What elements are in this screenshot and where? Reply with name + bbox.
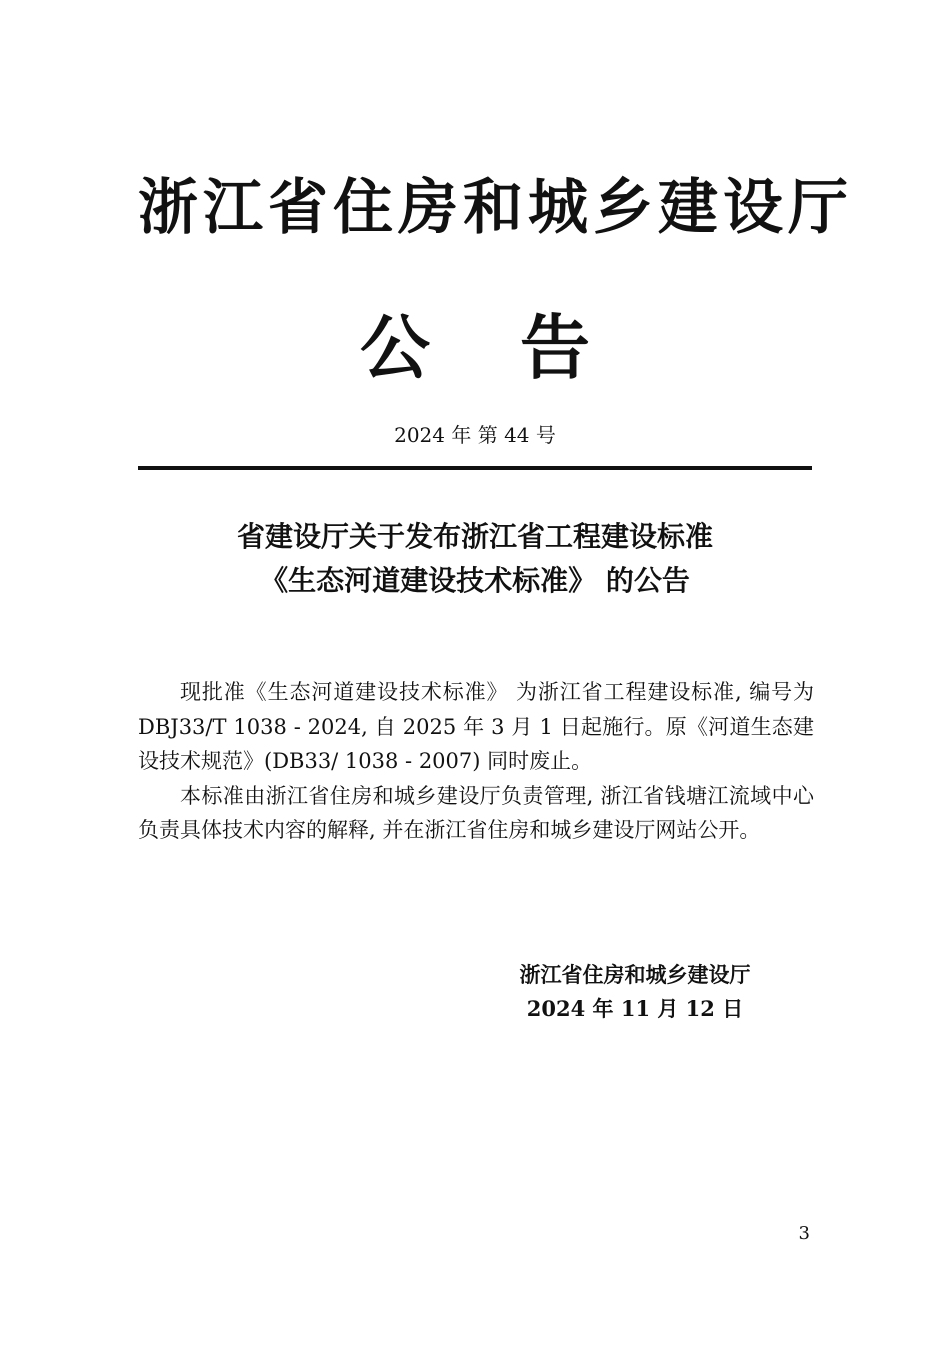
issuer-heading: 浙江省住房和城乡建设厅 xyxy=(138,173,853,243)
document-number: 2024 年 第 44 号 xyxy=(394,423,556,447)
notice-heading xyxy=(138,303,812,393)
signature-block xyxy=(480,958,790,1026)
signature-organization: 浙江省住房和城乡建设厅 xyxy=(519,962,751,987)
body-paragraph-1: 现批准《生态河道建设技术标准》 为浙江省工程建设标准, 编号为 DBJ33/T 1038 - 2024, 自 2025 年 3 月 1 日起施行。原《河道生态建设技术规范》(DB33/ 1038 - 2007) 同时废止。 xyxy=(138,680,814,773)
signature-date: 2024 年 11 月 12 日 xyxy=(526,996,744,1021)
notice-char-1: 公 xyxy=(360,306,430,389)
notice-char-2: 告 xyxy=(520,306,590,389)
body-paragraph-2: 本标准由浙江省住房和城乡建设厅负责管理, 浙江省钱塘江流域中心负责具体技术内容的解释, 并在浙江省住房和城乡建设厅网站公开。 xyxy=(138,783,814,842)
title-line-1: 省建设厅关于发布浙江省工程建设标准 xyxy=(236,520,713,553)
header-divider xyxy=(138,466,812,470)
notice-body xyxy=(138,675,814,848)
title-line-2: 《生态河道建设技术标准》 的公告 xyxy=(260,564,690,597)
notice-title xyxy=(138,515,812,603)
page-number: 3 xyxy=(798,1223,810,1244)
